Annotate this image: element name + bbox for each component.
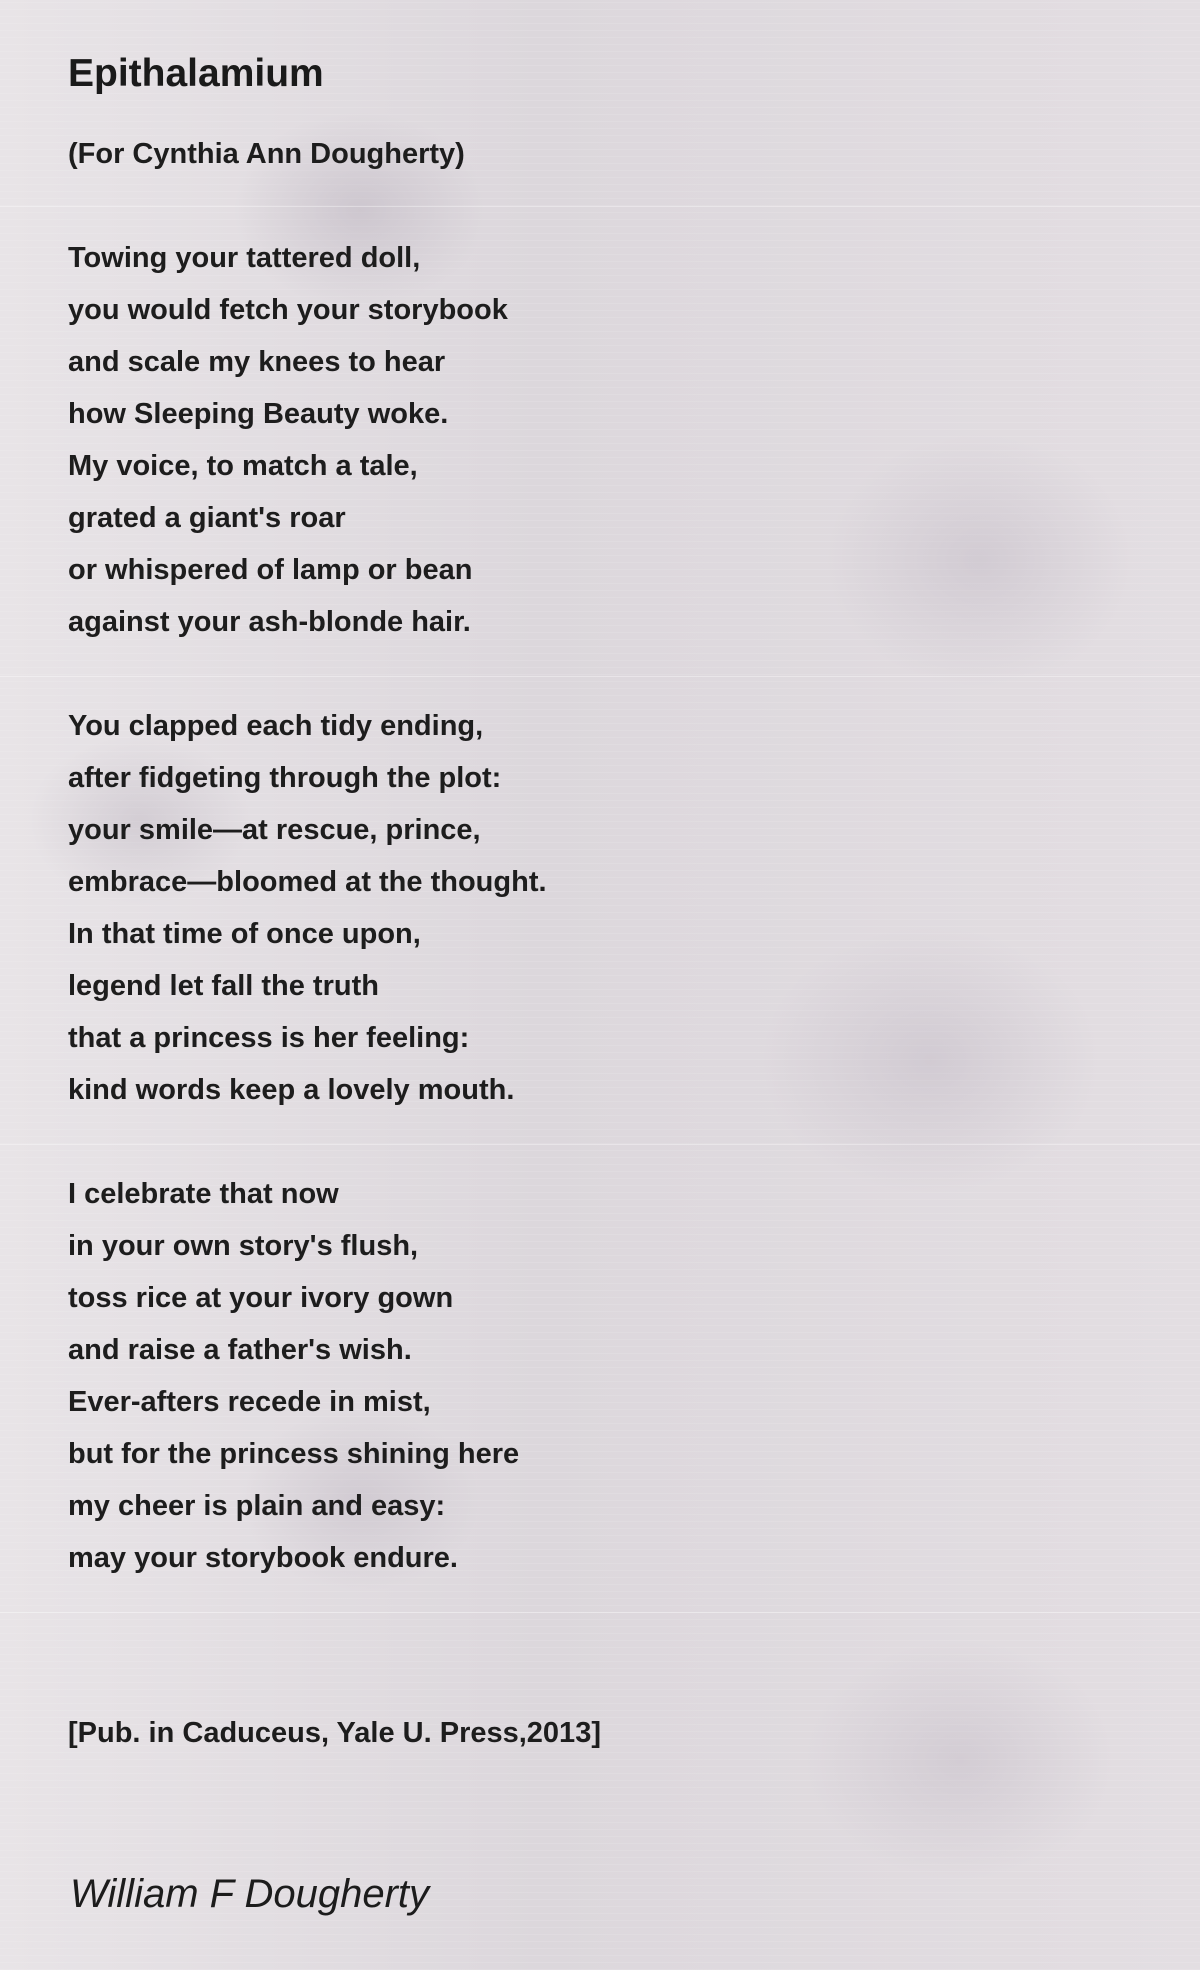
poem-title: Epithalamium — [68, 52, 324, 95]
poem-line: grated a giant's roar — [68, 502, 346, 534]
poem-line: against your ash-blonde hair. — [68, 606, 471, 638]
poem-line: your smile—at rescue, prince, — [68, 814, 481, 846]
stanza-gap — [68, 648, 1128, 700]
stanza-3 — [68, 1168, 1128, 1584]
poem-line: or whispered of lamp or bean — [68, 554, 473, 586]
poem-line: that a princess is her feeling: — [68, 1022, 470, 1054]
stanza-1 — [68, 232, 1128, 648]
poem-line: may your storybook endure. — [68, 1542, 458, 1574]
publication-note: [Pub. in Caduceus, Yale U. Press,2013] — [68, 1717, 601, 1749]
poem-line: I celebrate that now — [68, 1178, 339, 1210]
poem-line: you would fetch your storybook — [68, 294, 508, 326]
poem-line: and scale my knees to hear — [68, 346, 446, 378]
poem-line: legend let fall the truth — [68, 970, 379, 1002]
poem-author: William F Dougherty — [70, 1872, 430, 1916]
poem-line: Ever-afters recede in mist, — [68, 1386, 431, 1418]
poem-body — [68, 128, 1128, 1584]
stanza-gap — [68, 1116, 1128, 1168]
poem-line: In that time of once upon, — [68, 918, 421, 950]
stanza-gap — [68, 180, 1128, 232]
poem-line: Towing your tattered doll, — [68, 242, 421, 274]
texture-line — [0, 1612, 1200, 1613]
poem-line: and raise a father's wish. — [68, 1334, 412, 1366]
poem-line: how Sleeping Beauty woke. — [68, 398, 449, 430]
poem-line: kind words keep a lovely mouth. — [68, 1074, 515, 1106]
poem-dedication: (For Cynthia Ann Dougherty) — [68, 138, 465, 170]
poem-line: but for the princess shining here — [68, 1438, 520, 1470]
poem-line: embrace—bloomed at the thought. — [68, 866, 547, 898]
poem-line: My voice, to match a tale, — [68, 450, 418, 482]
poem-line: toss rice at your ivory gown — [68, 1282, 454, 1314]
stanza-2 — [68, 700, 1128, 1116]
poem-line: after fidgeting through the plot: — [68, 762, 502, 794]
poem-line: in your own story's flush, — [68, 1230, 419, 1262]
poem-page — [68, 48, 1128, 1584]
poem-line: You clapped each tidy ending, — [68, 710, 484, 742]
poem-line: my cheer is plain and easy: — [68, 1490, 446, 1522]
